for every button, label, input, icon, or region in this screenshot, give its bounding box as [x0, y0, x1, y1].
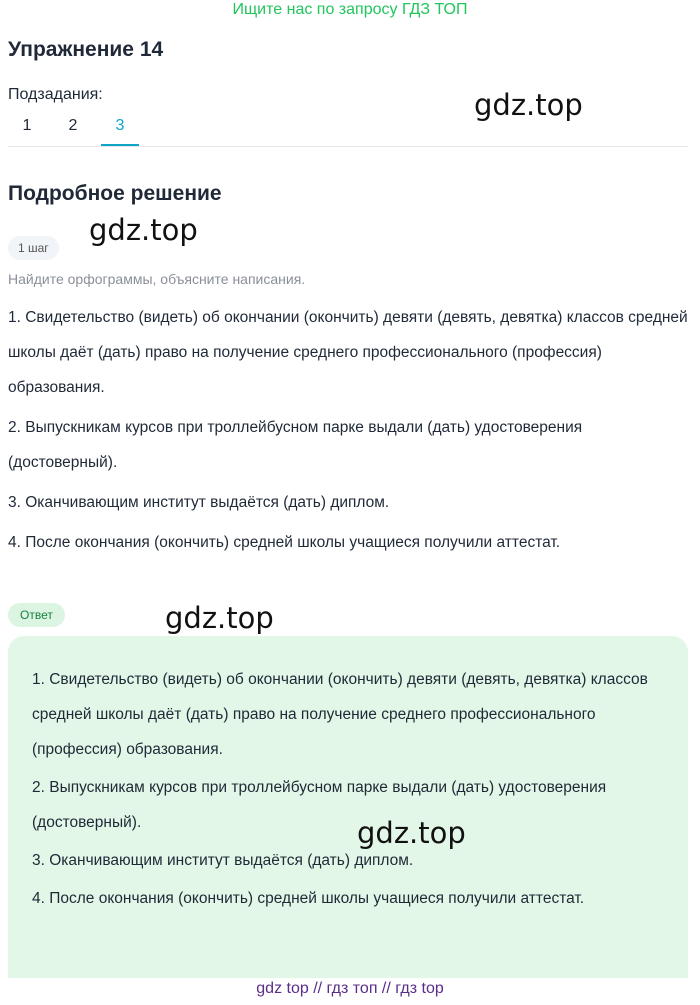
solution-paragraph: 4. После окончания (окончить) средней школы учащиеся получили аттестат.	[8, 534, 561, 551]
solution-paragraph: 2. Выпускникам курсов при троллейбусном парке выдали (дать) удостоверения (достоверный).	[8, 419, 583, 471]
step-badge: 1 шаг	[8, 236, 59, 260]
answer-box	[8, 636, 688, 978]
subtask-tabs	[8, 112, 688, 148]
tab-subtask-2[interactable]: 2	[68, 117, 78, 134]
exercise-title: Упражнение 14	[8, 38, 164, 61]
answer-badge: Ответ	[8, 603, 65, 627]
task-hint: Найдите орфограммы, объясните написания.	[8, 271, 306, 287]
solution-paragraph: 3. Оканчивающим институт выдаётся (дать) диплом.	[8, 494, 390, 511]
solution-paragraph: 1. Свидетельство (видеть) об окончании (окончить) девяти (девять, девятка) классов средней школы даёт (дать) право на получение среднего профессионального (профессия) образования.	[8, 309, 688, 396]
solution-title: Подробное решение	[8, 182, 222, 205]
answer-paragraph: 2. Выпускникам курсов при троллейбусном парке выдали (дать) удостоверения (достоверный).	[32, 779, 607, 831]
watermark: gdz.top	[357, 816, 466, 850]
tab-subtask-1[interactable]: 1	[22, 117, 32, 134]
answer-paragraph: 3. Оканчивающим институт выдаётся (дать) диплом.	[32, 852, 414, 869]
solution-body	[8, 300, 688, 565]
footer-links[interactable]: gdz top // гдз топ // гдз top	[256, 980, 444, 997]
answer-paragraph: 4. После окончания (окончить) средней школы учащиеся получили аттестат.	[32, 890, 585, 907]
watermark: gdz.top	[89, 213, 198, 247]
watermark: gdz.top	[165, 601, 274, 635]
answer-paragraph: 1. Свидетельство (видеть) об окончании (окончить) девяти (девять, девятка) классов средней школы даёт (дать) право на получение среднего профессионального (профессия) образования.	[32, 671, 648, 758]
subtasks-label: Подзадания:	[8, 86, 103, 103]
tabs-divider	[8, 146, 688, 147]
watermark: gdz.top	[474, 88, 583, 122]
promo-banner[interactable]: Ищите нас по запросу ГДЗ ТОП	[232, 1, 468, 18]
tab-subtask-3[interactable]: 3	[101, 112, 139, 146]
